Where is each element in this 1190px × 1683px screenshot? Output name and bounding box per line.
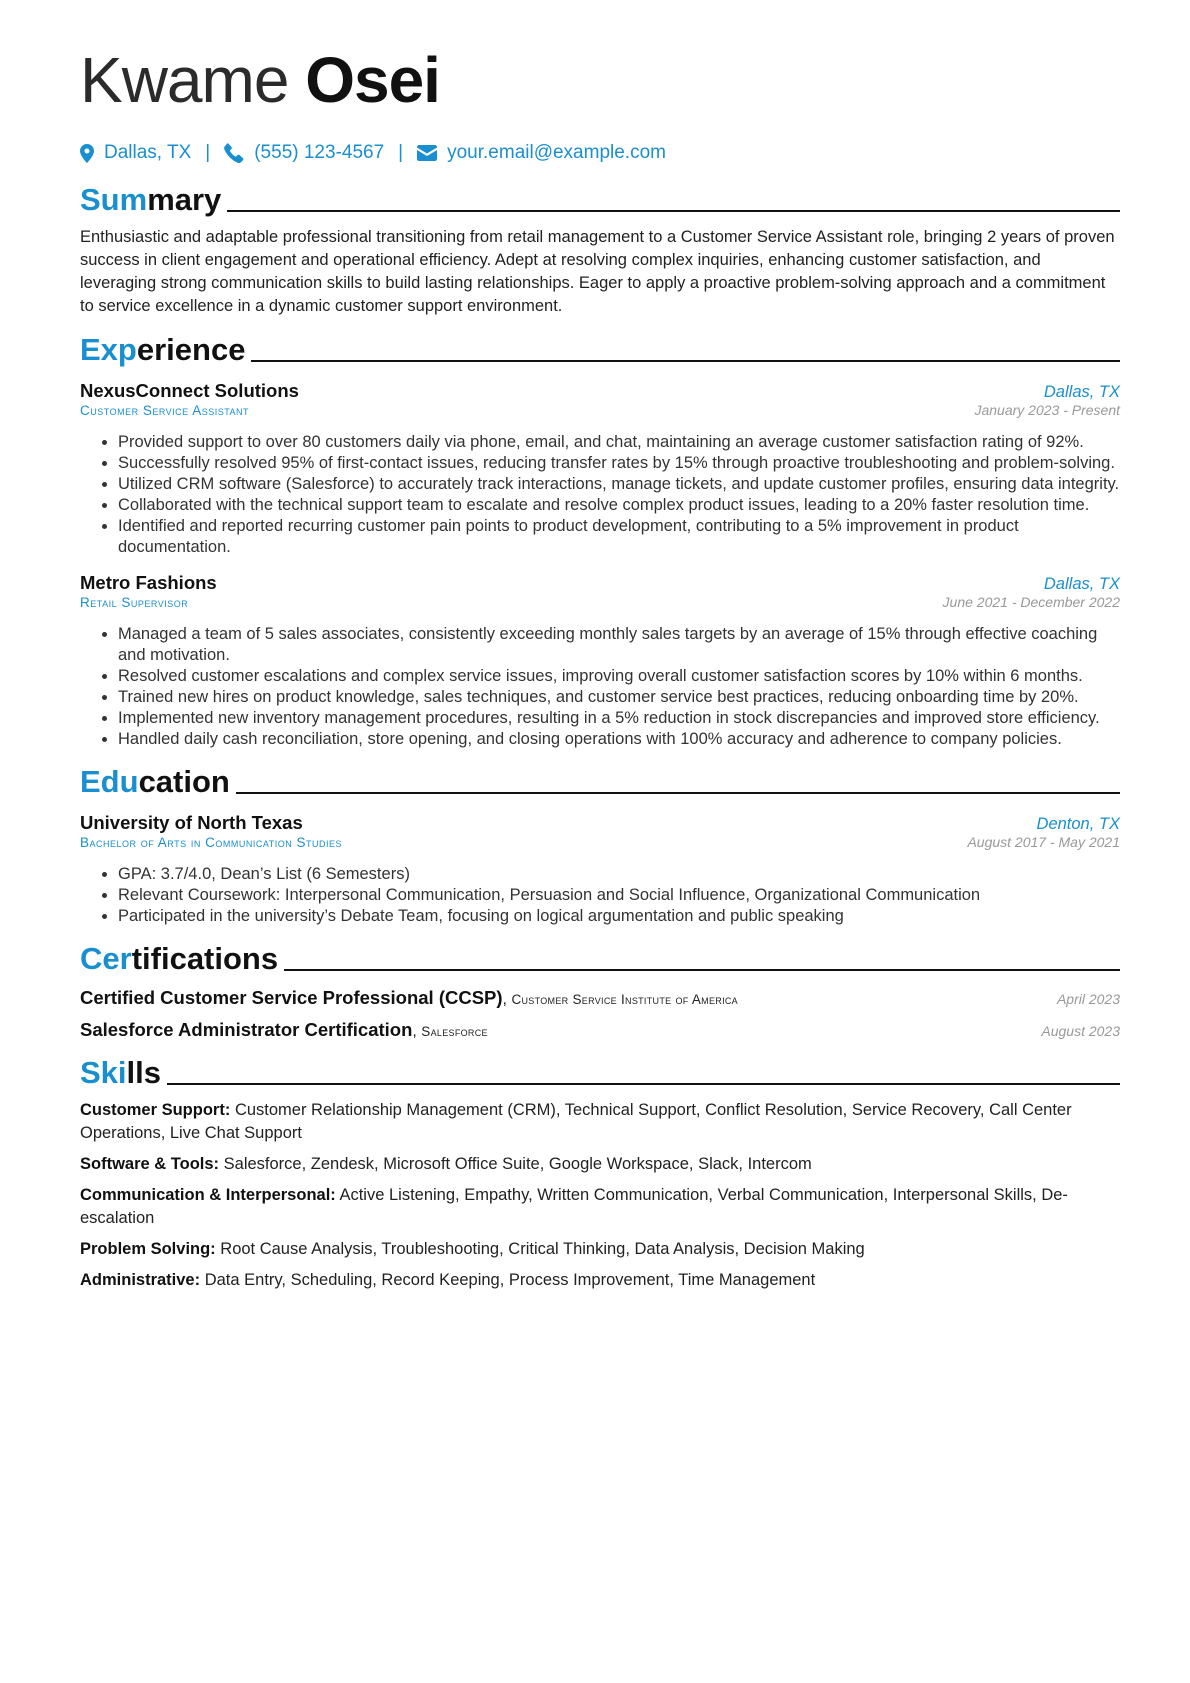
section-rule — [236, 792, 1120, 794]
map-pin-icon — [80, 144, 94, 163]
skill-list: Customer Relationship Management (CRM), Technical Support, Conflict Resolution, Service Recovery, Call Center Operations, Live Chat Support — [80, 1101, 1072, 1142]
contact-separator: | — [398, 142, 404, 163]
education-bullets — [80, 864, 1120, 927]
certification-text: Certified Customer Service Professional (CCSP), Customer Service Institute of America — [80, 987, 738, 1008]
section-title — [80, 1055, 161, 1091]
bullet-item: • Participated in the university’s Debate Team, focusing on logical argumentation and public speaking — [118, 906, 1120, 927]
certification-issuer: Salesforce — [421, 1024, 488, 1039]
skill-list: Data Entry, Scheduling, Record Keeping, Process Improvement, Time Management — [204, 1271, 816, 1289]
title-rest: cation — [138, 764, 230, 799]
skill-category: Software & Tools: — [80, 1155, 220, 1173]
phone-text: (555) 123-4567 — [254, 142, 385, 163]
summary-text: Enthusiastic and adaptable professional transitioning from retail management to a Customer Service Assistant role, bringing 2 years of proven success in client engagement and operational efficiency. Adept at resolving complex inquiries, enhancing customer satisfaction, and leveraging strong communication skills to build lasting relationships. Eager to apply a proactive problem-solving approach and a commitment to service excellence in a dynamic customer support environment. — [80, 228, 1115, 315]
job-bullets — [80, 432, 1120, 558]
job-subheader-row — [80, 402, 1120, 418]
certifications-heading — [80, 937, 1120, 977]
job-dates: June 2021 - December 2022 — [942, 594, 1120, 610]
job-dates: January 2023 - Present — [974, 402, 1120, 418]
education-dates: August 2017 - May 2021 — [967, 834, 1120, 850]
section-rule — [167, 1083, 1120, 1085]
title-rest: mary — [147, 182, 222, 217]
skill-category: Communication & Interpersonal: — [80, 1186, 336, 1204]
job-location: Dallas, TX — [1043, 383, 1120, 401]
bullet-item: • Trained new hires on product knowledge, sales techniques, and customer service best practices, reducing onboarding time by 20%. — [118, 687, 1120, 708]
job-role: Retail Supervisor — [80, 595, 189, 610]
certification-issuer: Customer Service Institute of America — [511, 992, 738, 1007]
first-name: Kwame — [80, 44, 289, 116]
skill-row — [80, 1099, 1120, 1145]
bullet-item: • Managed a team of 5 sales associates, consistently exceeding monthly sales targets by an average of 15% through effective coaching and motivation. — [118, 624, 1120, 666]
contact-bar — [80, 138, 1120, 168]
title-rest: lls — [126, 1055, 161, 1090]
skill-row — [80, 1184, 1120, 1230]
skill-category: Problem Solving: — [80, 1240, 216, 1258]
certification-date: April 2023 — [1056, 991, 1120, 1007]
bullet-item: • Resolved customer escalations and complex service issues, improving overall customer satisfaction scores by 10% within 6 months. — [118, 666, 1120, 687]
phone-icon — [224, 143, 244, 163]
section-title — [80, 332, 245, 368]
title-accent: Sum — [80, 182, 148, 217]
bullet-item: • GPA: 3.7/4.0, Dean’s List (6 Semesters) — [118, 864, 1120, 885]
job-entry — [80, 572, 1120, 750]
title-accent: Exp — [80, 332, 137, 367]
degree: Bachelor of Arts in Communication Studies — [80, 835, 342, 850]
contact-email[interactable] — [417, 142, 666, 164]
section-title — [80, 764, 230, 800]
certification-name: Salesforce Administrator Certification — [80, 1019, 413, 1040]
bullet-item: • Identified and reported recurring customer pain points to product development, contributing to a 5% improvement in product documentation. — [118, 516, 1120, 558]
job-entry — [80, 380, 1120, 558]
company-name: NexusConnect Solutions — [80, 380, 299, 401]
skill-row — [80, 1238, 1120, 1261]
contact-phone[interactable] — [224, 142, 384, 164]
title-accent: Cer — [80, 941, 132, 976]
job-bullets — [80, 624, 1120, 750]
summary-heading — [80, 178, 1120, 218]
candidate-name — [80, 40, 1120, 120]
section-rule — [227, 210, 1120, 212]
bullet-item: • Collaborated with the technical support team to escalate and resolve complex product issues, leading to a 20% faster resolution time. — [118, 495, 1120, 516]
bullet-item: • Implemented new inventory management procedures, resulting in a 5% reduction in stock discrepancies and improved store efficiency. — [118, 708, 1120, 729]
skill-list: Salesforce, Zendesk, Microsoft Office Suite, Google Workspace, Slack, Intercom — [223, 1155, 812, 1173]
company-name: Metro Fashions — [80, 572, 217, 593]
education-header-row — [80, 812, 1120, 834]
bullet-item: • Provided support to over 80 customers daily via phone, email, and chat, maintaining an average customer satisfaction rating of 92%. — [118, 432, 1120, 453]
bullet-item: • Handled daily cash reconciliation, store opening, and closing operations with 100% accuracy and adherence to company policies. — [118, 729, 1120, 750]
resume-page — [80, 40, 1120, 1292]
contact-location — [80, 142, 191, 164]
section-rule — [251, 360, 1120, 362]
certification-item — [80, 1019, 1120, 1041]
skill-category: Administrative: — [80, 1271, 201, 1289]
school-name: University of North Texas — [80, 812, 303, 833]
title-rest: erience — [136, 332, 246, 367]
title-rest: tifications — [131, 941, 279, 976]
experience-heading — [80, 328, 1120, 368]
job-location: Dallas, TX — [1043, 575, 1120, 593]
certification-name: Certified Customer Service Professional (CCSP) — [80, 987, 503, 1008]
contact-separator: | — [205, 142, 211, 163]
certification-item — [80, 987, 1120, 1009]
job-subheader-row — [80, 594, 1120, 610]
bullet-item: • Relevant Coursework: Interpersonal Communication, Persuasion and Social Influence, Organizational Communication — [118, 885, 1120, 906]
title-accent: Ski — [80, 1055, 127, 1090]
skills-heading — [80, 1051, 1120, 1091]
last-name: Osei — [305, 44, 440, 116]
skill-category: Customer Support: — [80, 1101, 231, 1119]
title-accent: Edu — [80, 764, 139, 799]
skill-list: Active Listening, Empathy, Written Communication, Verbal Communication, Interpersonal Skills, De-escalation — [80, 1186, 1068, 1227]
job-role: Customer Service Assistant — [80, 403, 250, 418]
section-title — [80, 182, 221, 218]
education-heading — [80, 760, 1120, 800]
skill-row — [80, 1153, 1120, 1176]
bullet-item: • Utilized CRM software (Salesforce) to accurately track interactions, manage tickets, and update customer profiles, ensuring data integrity. — [118, 474, 1120, 495]
section-rule — [284, 969, 1120, 971]
job-header-row — [80, 380, 1120, 402]
job-header-row — [80, 572, 1120, 594]
envelope-icon — [417, 145, 437, 161]
bullet-item: • Successfully resolved 95% of first-contact issues, reducing transfer rates by 15% through proactive troubleshooting and problem-solving. — [118, 453, 1120, 474]
certification-text: Salesforce Administrator Certification, Salesforce — [80, 1019, 488, 1040]
skill-list: Root Cause Analysis, Troubleshooting, Critical Thinking, Data Analysis, Decision Making — [220, 1240, 865, 1258]
certification-date: August 2023 — [1041, 1023, 1120, 1039]
education-entry — [80, 812, 1120, 927]
skill-row — [80, 1269, 1120, 1292]
email-link[interactable]: your.email@example.com — [447, 142, 666, 163]
section-title — [80, 941, 278, 977]
location-text: Dallas, TX — [104, 142, 192, 163]
education-subheader-row — [80, 834, 1120, 850]
school-location: Denton, TX — [1036, 815, 1120, 833]
